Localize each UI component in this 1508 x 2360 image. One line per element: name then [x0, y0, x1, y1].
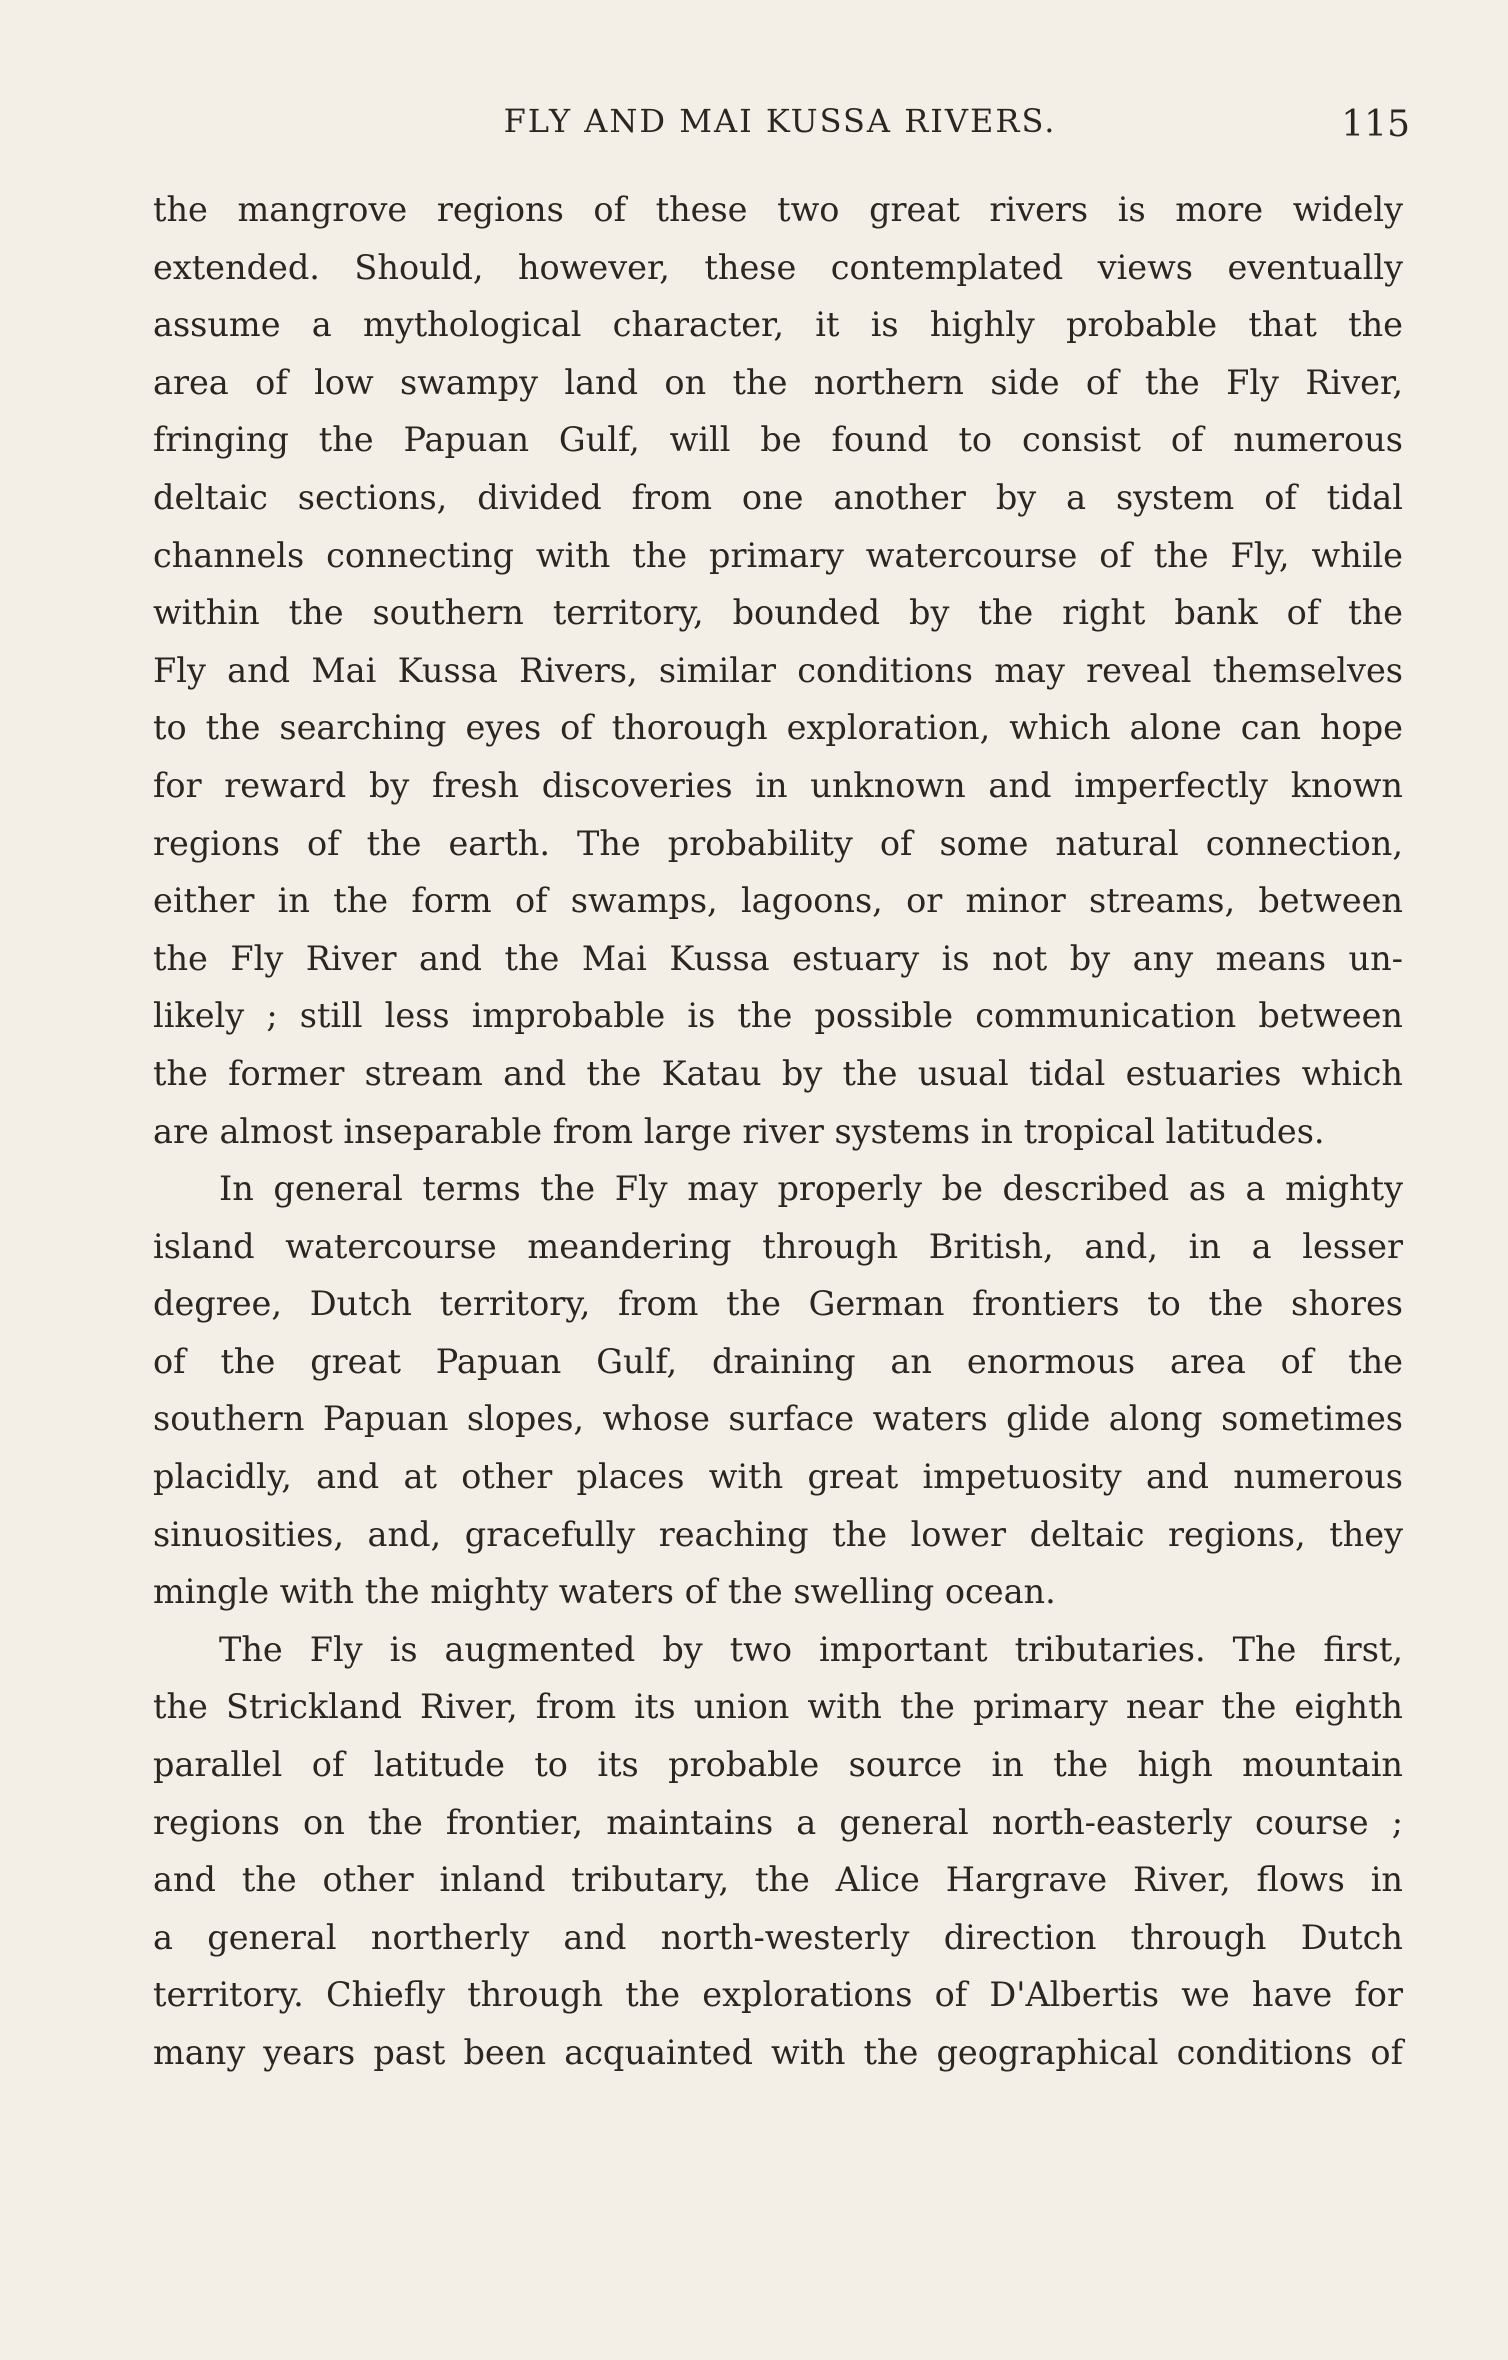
text-line: the Strickland River, from its union with the primary near the eighth	[153, 1687, 1403, 1727]
text-line: parallel of latitude to its probable source in the high mountain	[153, 1745, 1403, 1785]
text-line: The Fly is augmented by two important tributaries. The first,	[219, 1629, 1403, 1669]
text-line: territory. Chiefly through the explorations of D'Albertis we have for	[153, 1975, 1403, 2015]
text-line: a general northerly and north-westerly direction through Dutch	[153, 1917, 1403, 1957]
text-line: Fly and Mai Kussa Rivers, similar conditions may reveal themselves	[153, 650, 1403, 690]
text-line: the former stream and the Katau by the usual tidal estuaries which	[153, 1053, 1403, 1093]
text-line: In general terms the Fly may properly be described as a mighty	[219, 1169, 1403, 1209]
page-header	[150, 98, 1410, 148]
text-line: many years past been acquainted with the geographical conditions of	[153, 2033, 1403, 2072]
text-line: sinuosities, and, gracefully reaching the lower deltaic regions, they	[153, 1514, 1403, 1554]
text-line: the Fly River and the Mai Kussa estuary is not by any means un-	[153, 938, 1403, 978]
text-line: mingle with the mighty waters of the swelling ocean.	[153, 1572, 1056, 1612]
text-line: deltaic sections, divided from one another by a system of tidal	[153, 477, 1403, 517]
text-line: assume a mythological character, it is highly probable that the	[153, 305, 1403, 345]
text-line: island watercourse meandering through British, and, in a lesser	[153, 1226, 1403, 1266]
text-line: likely ; still less improbable is the possible communication between	[153, 996, 1403, 1036]
text-line: are almost inseparable from large river systems in tropical latitudes.	[153, 1111, 1325, 1151]
text-line: extended. Should, however, these contemplated views eventually	[153, 247, 1403, 287]
text-line: regions of the earth. The probability of some natural connection,	[153, 823, 1403, 863]
paragraph-2	[153, 1160, 1403, 1621]
text-line: degree, Dutch territory, from the German frontiers to the shores	[153, 1284, 1403, 1324]
paragraph-1	[153, 181, 1403, 1160]
running-title: FLY AND MAI KUSSA RIVERS.	[503, 102, 1057, 140]
text-line: within the southern territory, bounded by the right bank of the	[153, 593, 1403, 633]
text-line: placidly, and at other places with great impetuosity and numerous	[153, 1457, 1403, 1497]
text-line: area of low swampy land on the northern side of the Fly River,	[153, 362, 1403, 402]
paragraph-3	[153, 1621, 1403, 2082]
body-text	[153, 181, 1403, 2082]
text-line: to the searching eyes of thorough exploration, which alone can hope	[153, 708, 1403, 748]
text-line: and the other inland tributary, the Alice Hargrave River, flows in	[153, 1860, 1403, 1900]
page-number: 115	[1341, 104, 1410, 145]
text-line: southern Papuan slopes, whose surface waters glide along sometimes	[153, 1399, 1403, 1439]
text-line: for reward by fresh discoveries in unknown and imperfectly known	[153, 765, 1403, 805]
text-line: of the great Papuan Gulf, draining an enormous area of the	[153, 1341, 1403, 1381]
text-line: channels connecting with the primary watercourse of the Fly, while	[153, 535, 1403, 575]
text-line: the mangrove regions of these two great rivers is more widely	[153, 190, 1403, 229]
text-line: regions on the frontier, maintains a general north-easterly course ;	[153, 1802, 1403, 1842]
text-line: either in the form of swamps, lagoons, or minor streams, between	[153, 881, 1403, 921]
text-line: fringing the Papuan Gulf, will be found to consist of numerous	[153, 420, 1403, 460]
